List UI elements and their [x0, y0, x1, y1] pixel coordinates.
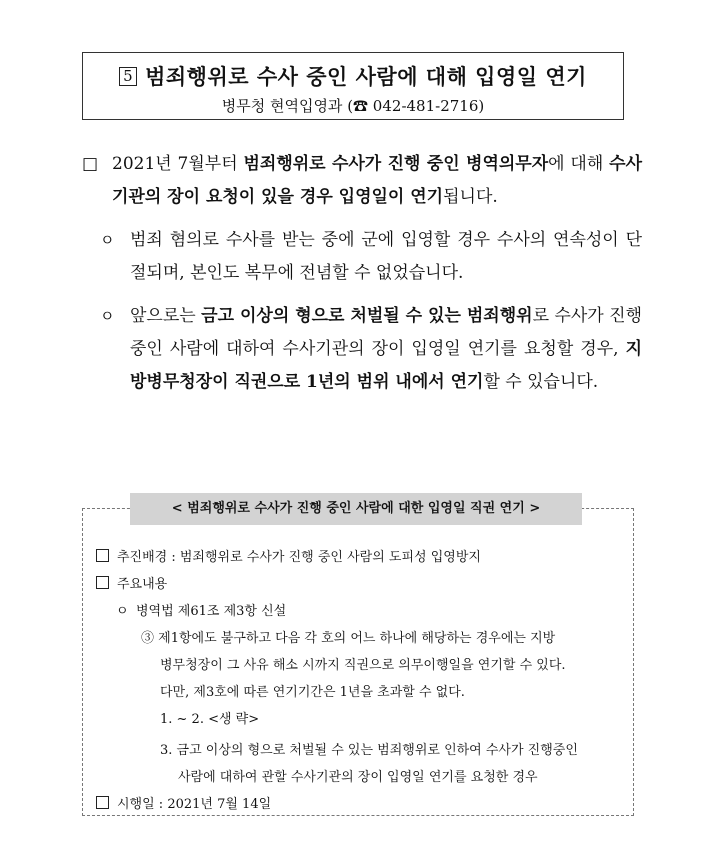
intro-text-d: 수사기관의 장이 요청이 있을 경우 입영일이 연기 [112, 154, 642, 207]
title-text: 범죄행위로 수사 중인 사람에 대해 입영일 연기 [145, 64, 587, 89]
circle-bullet-icon: ㅇ [100, 307, 115, 325]
clause-line-2: 병무청장이 그 사유 해소 시까지 직권으로 의무이행일을 연기할 수 있다. [160, 658, 566, 673]
background-line [96, 544, 632, 571]
sub2-text-c: 로 수사가 진행 중인 사람에 대하여 수사기관의 장이 입영일 연기를 요청할 경우, [130, 306, 643, 359]
effective-date-line [96, 791, 632, 818]
circle-bullet-icon: ㅇ [116, 604, 129, 619]
page-title [83, 61, 623, 91]
checkbox-square-icon [96, 796, 109, 809]
intro-paragraph [82, 148, 642, 214]
sub2-text-e: 할 수 있습니다. [483, 372, 599, 392]
contents-line [96, 571, 632, 598]
sub2-text-b: 금고 이상의 형으로 처벌될 수 있는 범죄행위 [201, 306, 533, 326]
sub-paragraph-1 [82, 224, 642, 290]
sub1-text: 범죄 혐의로 수사를 받는 중에 군에 입영할 경우 수사의 연속성이 단절되며, 본인도 복무에 전념할 수 없었습니다. [130, 230, 642, 283]
checkbox-square-icon [96, 549, 109, 562]
contents-label: 주요내용 [117, 577, 168, 592]
law-text: 병역법 제61조 제3항 신설 [136, 604, 287, 619]
intro-text-a: 2021년 7월부터 [112, 154, 244, 174]
intro-text-b: 범죄행위로 수사가 진행 중인 병역의무자 [243, 154, 549, 174]
intro-text-e: 됩니다. [443, 187, 498, 207]
item-1-2: 1. ~ 2. <생 략> [160, 712, 260, 727]
intro-text-c: 에 대해 [548, 154, 610, 174]
law-line [96, 598, 632, 625]
main-content [82, 148, 642, 399]
sub-paragraph-2 [82, 300, 642, 399]
department-contact: 병무청 현역입영과 (☎ 042-481-2716) [221, 97, 485, 115]
section-number: 5 [119, 67, 137, 86]
clause-line-3: 다만, 제3호에 따른 연기기간은 1년을 초과할 수 없다. [160, 685, 465, 700]
sub2-text-a: 앞으로는 [130, 306, 202, 326]
item-3-line-2: 사람에 대하여 관할 수사기관의 장이 입영일 연기를 요청한 경우 [178, 770, 538, 785]
square-bullet-icon: □ [82, 154, 99, 174]
title-box [82, 52, 624, 120]
background-text: 추진배경 : 범죄행위로 수사가 진행 중인 사람의 도피성 입영방지 [117, 550, 481, 565]
clause-line-1: ③ 제1항에도 불구하고 다음 각 호의 어느 하나에 해당하는 경우에는 지방 [141, 631, 556, 646]
effective-date-text: 시행일 : 2021년 7월 14일 [117, 797, 272, 812]
summary-box-body [96, 544, 632, 818]
circle-bullet-icon: ㅇ [100, 231, 115, 249]
checkbox-square-icon [96, 576, 109, 589]
summary-box-header: < 범죄행위로 수사가 진행 중인 사람에 대한 입영일 직권 연기 > [130, 493, 582, 525]
sub2-text-d: 지방병무청장이 직권으로 1년의 범위 내에서 연기 [130, 339, 642, 392]
item-3-line-1: 3. 금고 이상의 형으로 처벌될 수 있는 범죄행위로 인하여 수사가 진행중인 [160, 743, 578, 758]
